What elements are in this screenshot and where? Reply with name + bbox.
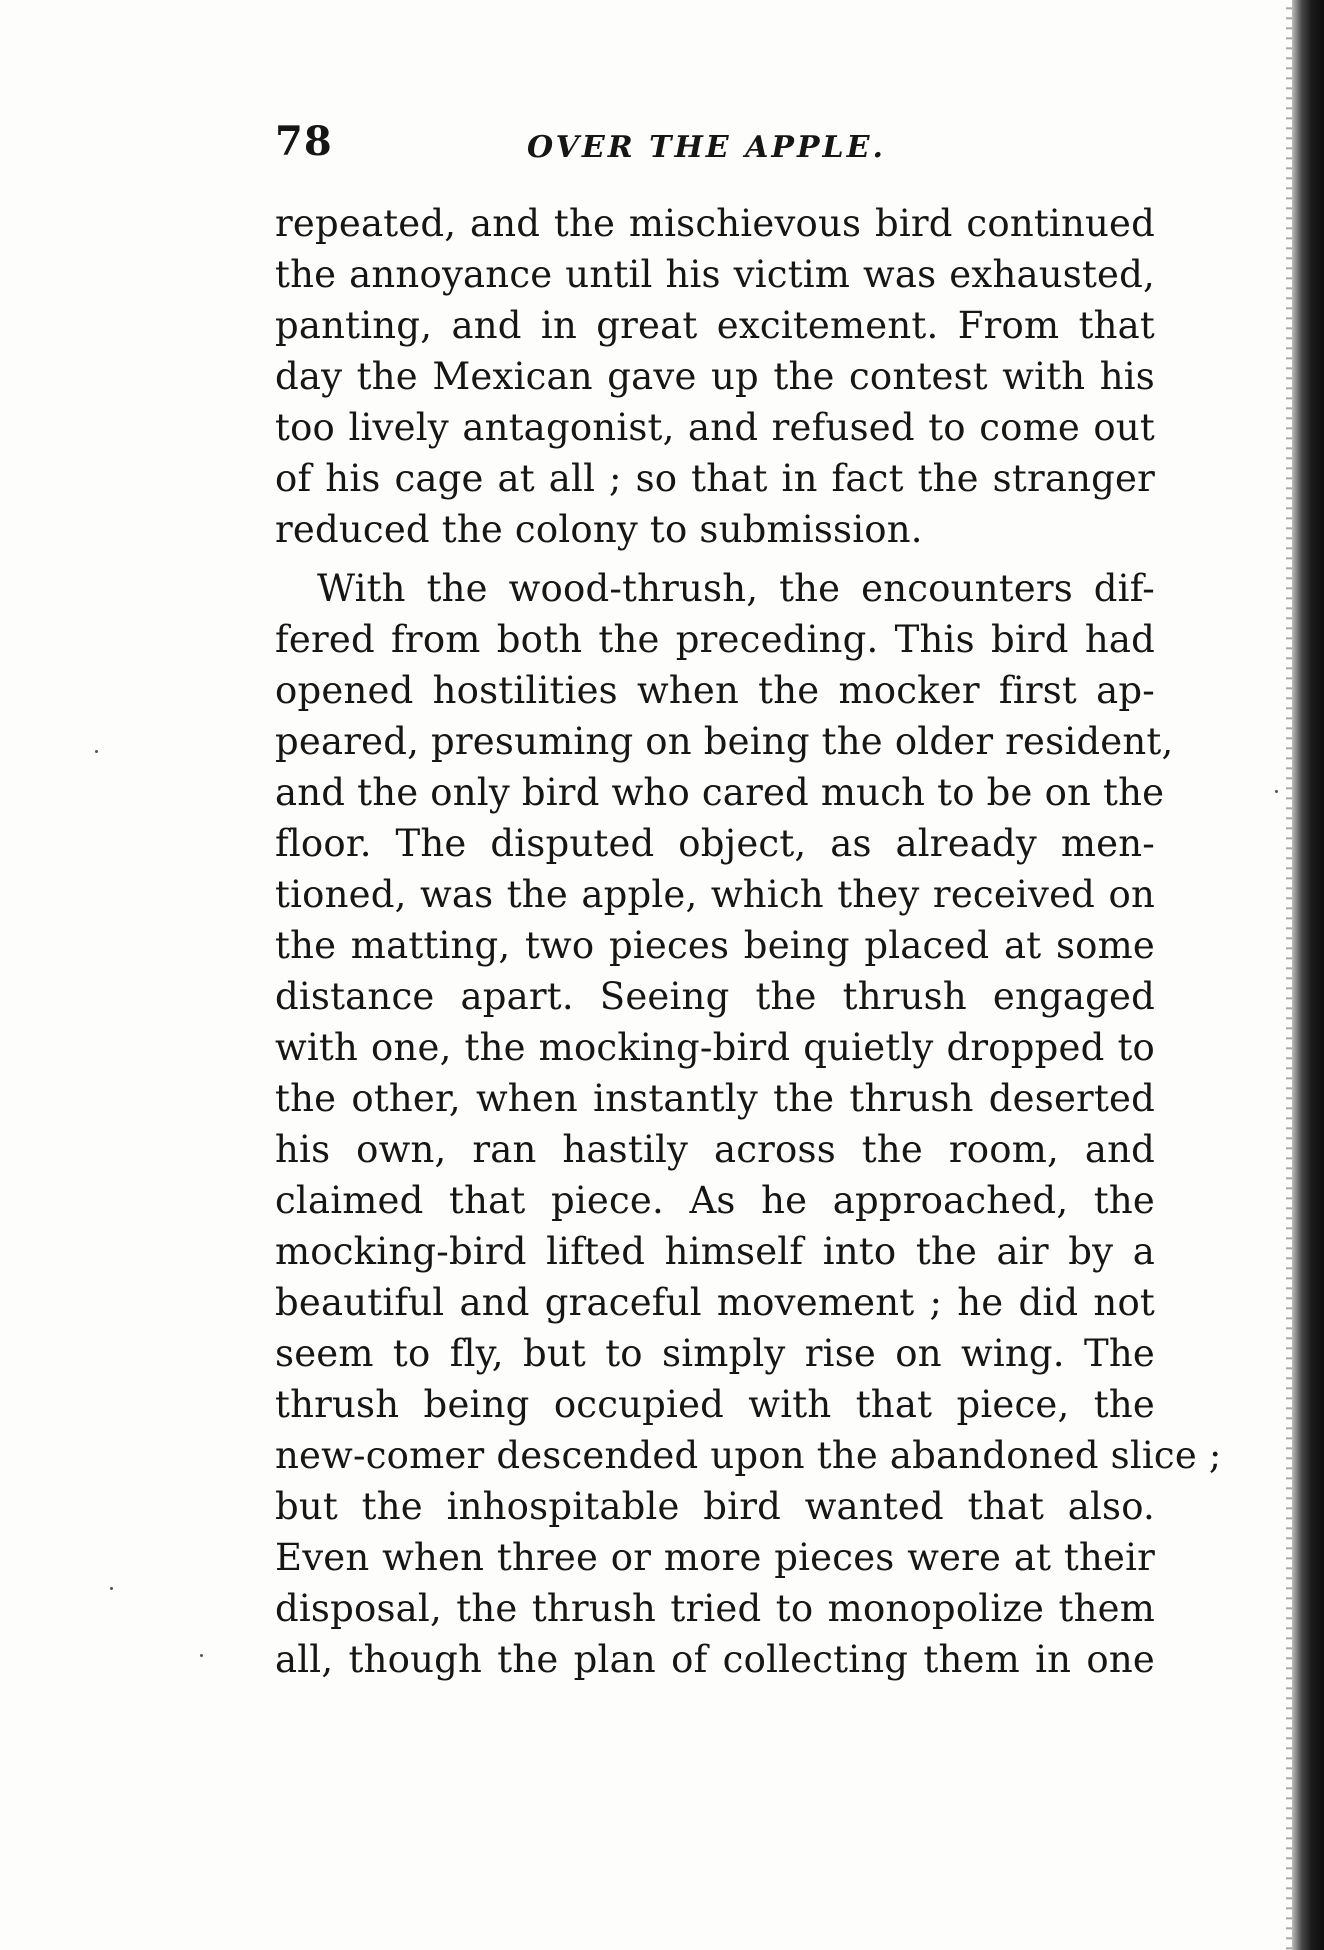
scan-speck — [1275, 790, 1278, 793]
text-line: tioned, was the apple, which they received on — [275, 873, 1155, 916]
text-line: peared, presuming on being the older resident, — [275, 720, 1174, 763]
text-line: thrush being occupied with that piece, the — [275, 1383, 1155, 1426]
text-line: fered from both the preceding. This bird had — [275, 618, 1155, 661]
text-line: With the wood-thrush, the encounters dif- — [317, 567, 1155, 610]
text-line: distance apart. Seeing the thrush engaged — [275, 975, 1155, 1018]
text-line: the annoyance until his victim was exhausted, — [275, 253, 1155, 296]
text-line: new-comer descended upon the abandoned slice ; — [275, 1434, 1222, 1477]
scan-speck — [200, 1654, 203, 1657]
text-line: too lively antagonist, and refused to come out — [275, 406, 1155, 449]
text-line: seem to fly, but to simply rise on wing. The — [275, 1332, 1155, 1375]
text-line: repeated, and the mischievous bird continued — [275, 202, 1155, 245]
text-line: the other, when instantly the thrush deserted — [275, 1077, 1155, 1120]
body-text — [275, 198, 1222, 1685]
text-line: his own, ran hastily across the room, and — [275, 1128, 1155, 1171]
binding-edge — [1292, 0, 1324, 1950]
text-line: opened hostilities when the mocker first ap- — [275, 669, 1155, 712]
text-line: and the only bird who cared much to be on the — [275, 771, 1165, 814]
text-line: the matting, two pieces being placed at some — [275, 924, 1155, 967]
text-line: reduced the colony to submission. — [275, 508, 923, 551]
text-line: day the Mexican gave up the contest with his — [275, 355, 1155, 398]
paragraph-1 — [275, 198, 1155, 555]
page-header — [275, 118, 1155, 178]
text-line: all, though the plan of collecting them in one — [275, 1638, 1155, 1681]
text-line: floor. The disputed object, as already men- — [275, 822, 1155, 865]
text-line: claimed that piece. As he approached, the — [275, 1179, 1155, 1222]
scan-speck — [95, 750, 98, 753]
running-title: OVER THE APPLE. — [527, 130, 886, 165]
text-line: but the inhospitable bird wanted that also. — [275, 1485, 1155, 1528]
text-line: beautiful and graceful movement ; he did not — [275, 1281, 1155, 1324]
text-line: disposal, the thrush tried to monopolize them — [275, 1587, 1155, 1630]
text-line: panting, and in great excitement. From that — [275, 304, 1155, 347]
scan-speck — [110, 1587, 113, 1590]
text-line: mocking-bird lifted himself into the air by a — [275, 1230, 1155, 1273]
page-number: 78 — [275, 118, 333, 165]
text-line: of his cage at all ; so that in fact the stranger — [275, 457, 1155, 500]
text-line: Even when three or more pieces were at their — [275, 1536, 1155, 1579]
text-line: with one, the mocking-bird quietly dropped to — [275, 1026, 1155, 1069]
paragraph-2 — [275, 563, 1222, 1685]
